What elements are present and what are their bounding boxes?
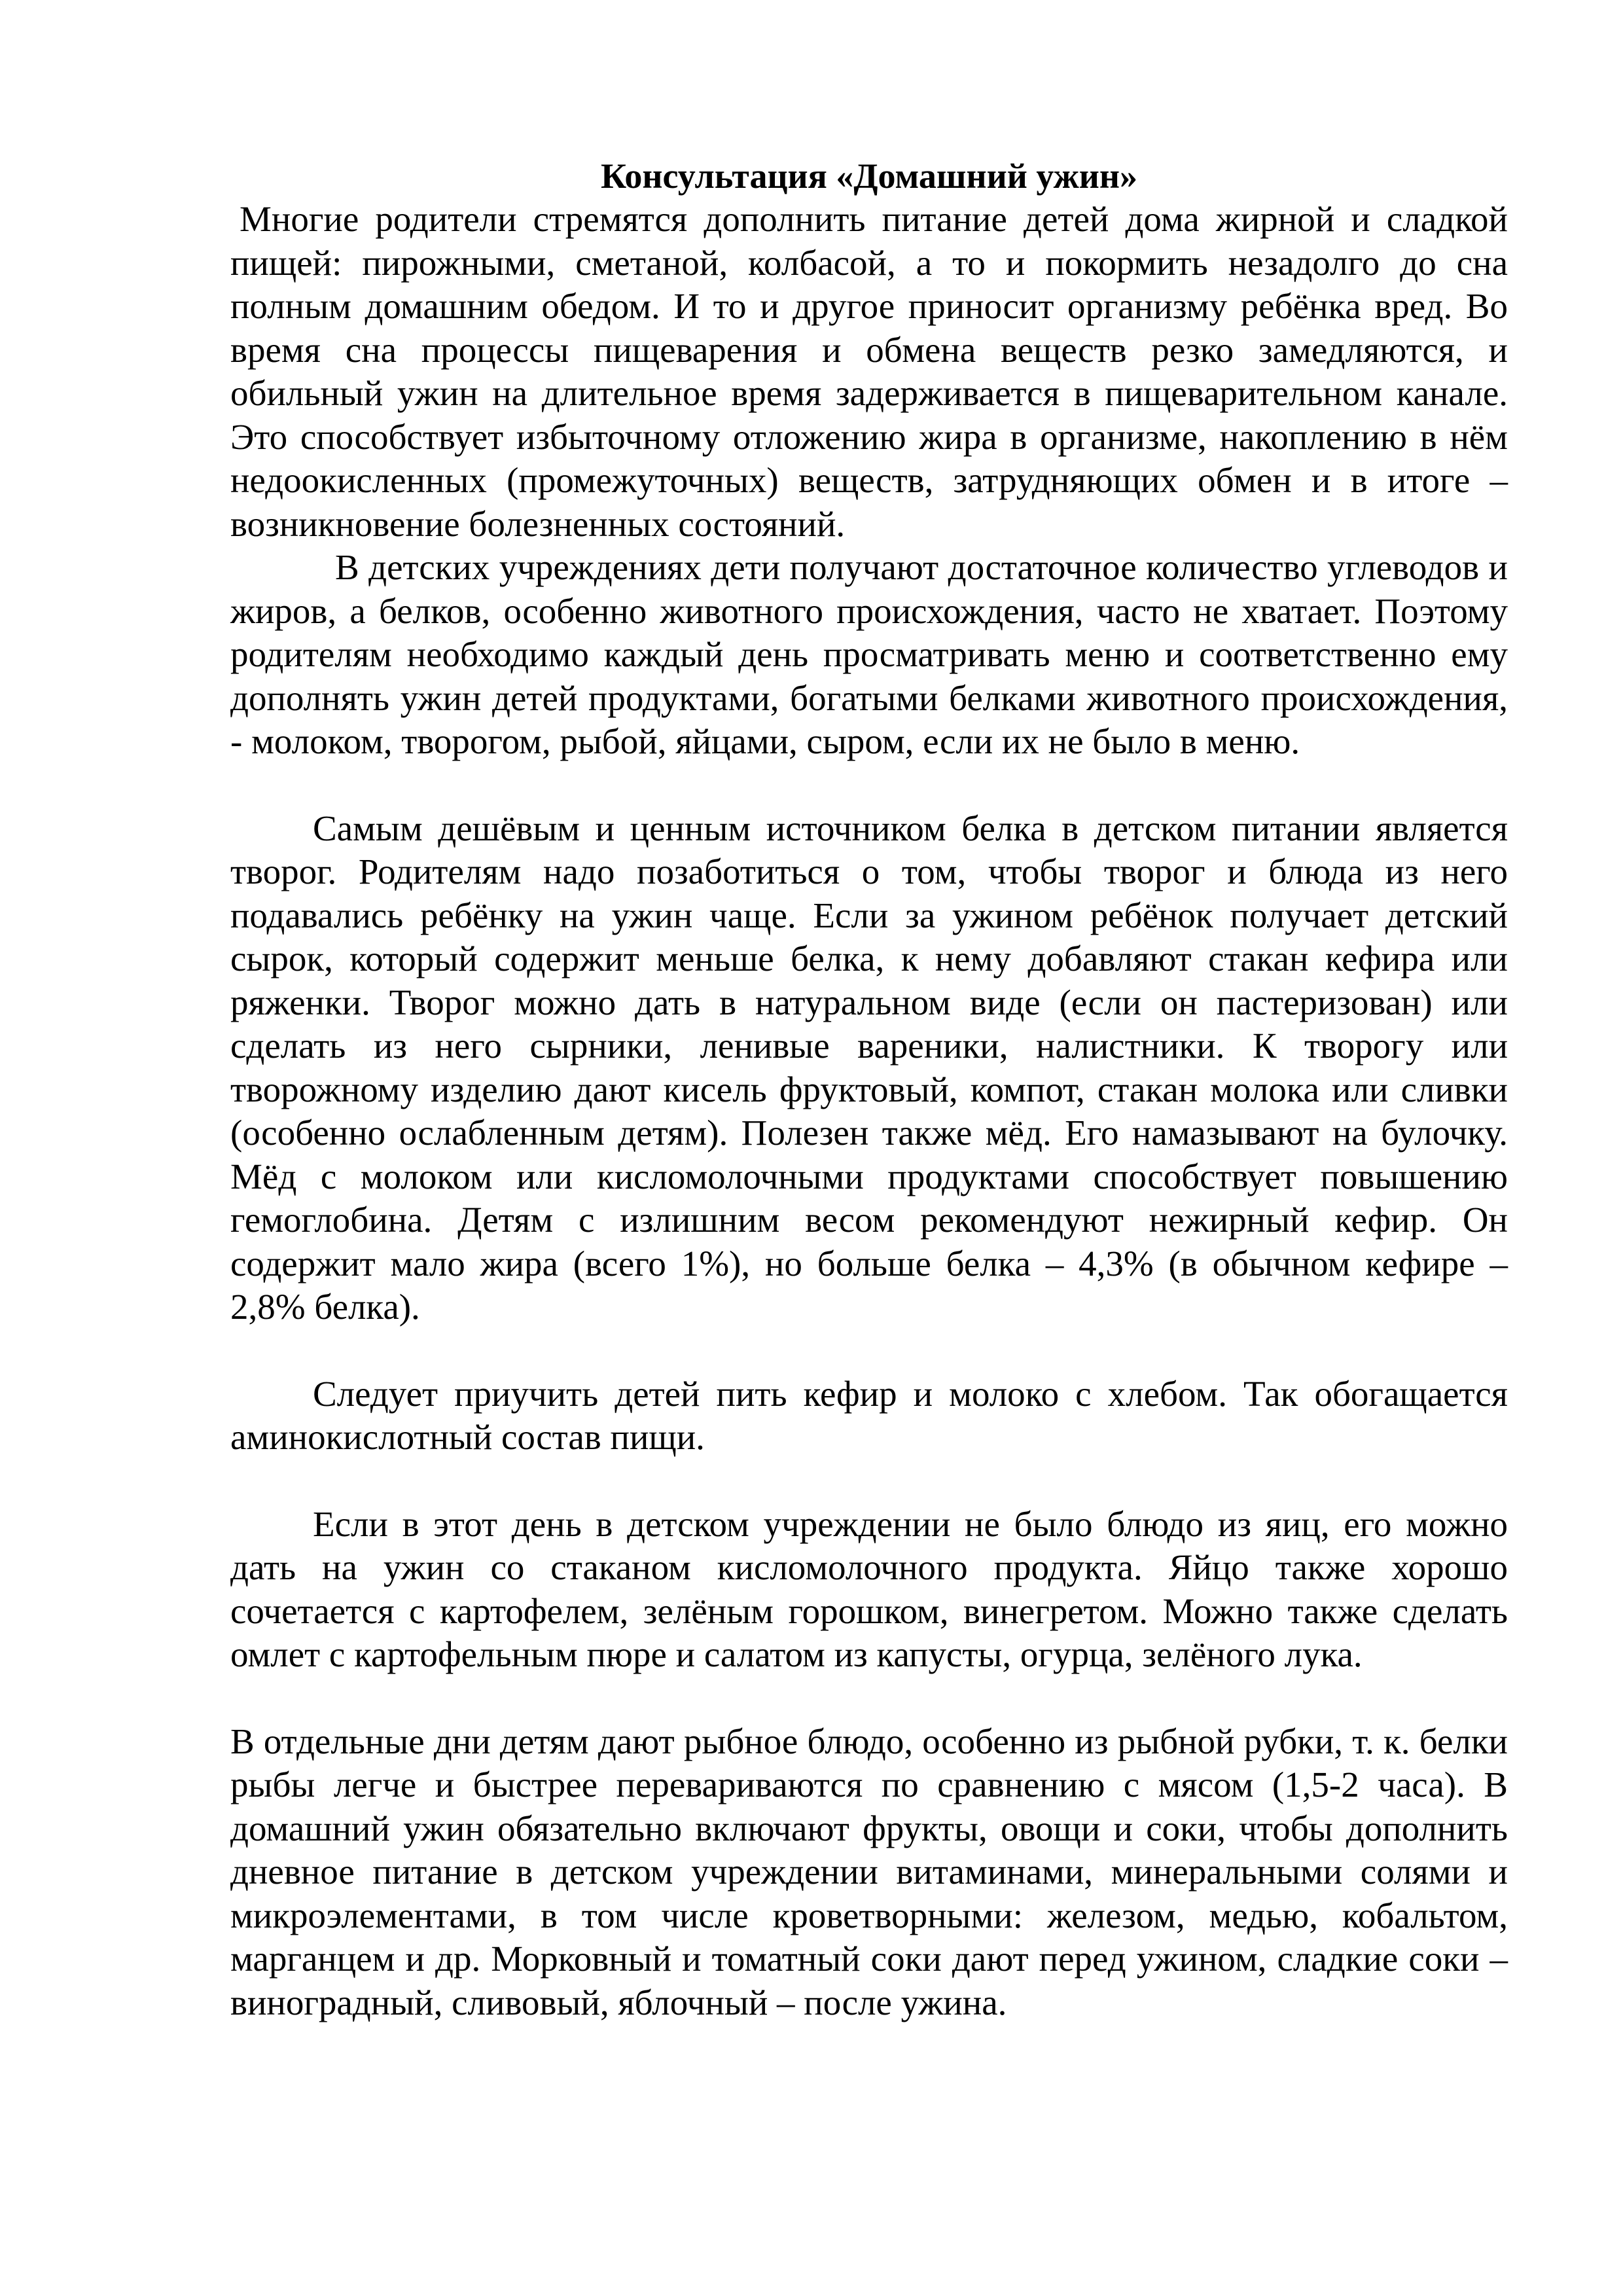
paragraph-fish-fruits-juices: В отдельные дни детям дают рыбное блюдо, особенно из рыбной рубки, т. к. белки рыбы легче и быстрее перевариваются по сравнению с мясом (1,5-2 часа). В домашний ужин обязательно включают фрукты, овощи и соки, чтобы дополнить дневное питание в детском учреждении витаминами, минеральными солями и микроэлементами, в том числе кроветворными: железом, медью, кобальтом, марганцем и др. Морковный и томатный соки дают перед ужином, сладкие соки – виноградный, сливовый, яблочный – после ужина. [230, 1721, 1508, 2022]
document-title: Консультация «Домашний ужин» [600, 156, 1138, 196]
paragraph-eggs: Если в этот день в детском учреждении не было блюдо из яиц, его можно дать на ужин со стаканом кисломолочного продукта. Яйцо также хорошо сочетается с картофелем, зелёным горошком, винегретом. Можно также сделать омлет с картофельным пюре и салатом из капусты, огурца, зелёного лука. [230, 1503, 1508, 1674]
paragraph-kefir-bread: Следует приучить детей пить кефир и молоко с хлебом. Так обогащается аминокислотный состав пищи. [230, 1373, 1508, 1457]
paragraph-protein-deficit: В детских учреждениях дети получают достаточное количество углеводов и жиров, а белков, особенно животного происхождения, часто не хватает. Поэтому родителям необходимо каждый день просматривать меню и соответственно ему дополнять ужин детей продуктами, богатыми белками животного происхождения, - молоком, творогом, рыбой, яйцами, сыром, если их не было в меню. [230, 547, 1508, 761]
document-page [230, 154, 1508, 2024]
paragraph-evening-meal-harm: Многие родители стремятся дополнить питание детей дома жирной и сладкой пищей: пирожными, сметаной, колбасой, а то и покормить незадолго до сна полным домашним обедом. И то и другое приносит организму ребёнка вред. Во время сна процессы пищеварения и обмена веществ резко замедляются, и обильный ужин на длительное время задерживается в пищеварительном канале. Это способствует избыточному отложению жира в организме, накоплению в нём недоокисленных (промежуточных) веществ, затрудняющих обмен и в итоге – возникновение болезненных состояний. [230, 199, 1508, 544]
paragraph-cottage-cheese: Самым дешёвым и ценным источником белка в детском питании является творог. Родителям надо позаботиться о том, чтобы творог и блюда из него подавались ребёнку на ужин чаще. Если за ужином ребёнок получает детский сырок, который содержит меньше белка, к нему добавляют стакан кефира или ряженки. Творог можно дать в натуральном виде (если он пастеризован) или сделать из него сырники, ленивые вареники, налистники. К творогу или творожному изделию дают кисель фруктовый, компот, стакан молока или сливки (особенно ослабленным детям). Полезен также мёд. Его намазывают на булочку. Мёд с молоком или кисломолочными продуктами способствует повышению гемоглобина. Детям с излишним весом рекомендуют нежирный кефир. Он содержит мало жира (всего 1%), но больше белка – 4,3% (в обычном кефире – 2,8% белка). [230, 808, 1508, 1327]
